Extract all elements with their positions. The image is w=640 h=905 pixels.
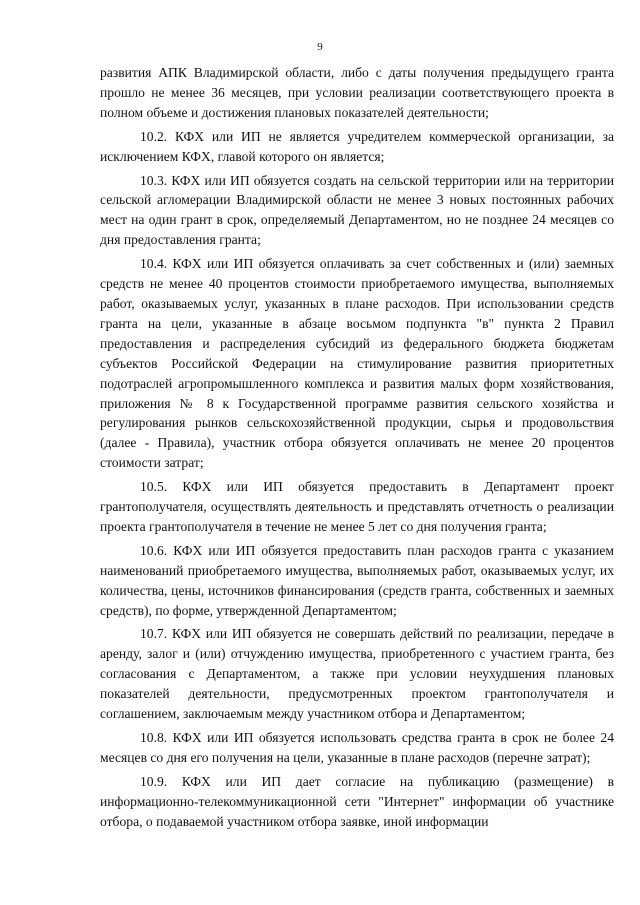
paragraph-10-2: 10.2. КФХ или ИП не является учредителем коммерческой организации, за исключением КФХ, главой которого он является; (100, 128, 614, 164)
document-body (100, 63, 614, 832)
paragraph-10-5: 10.5. КФХ или ИП обязуется предоставить в Департамент проект грантополучателя, осуществлять деятельность и представлять отчетность о реализации проекта грантополучателя в течение не менее 5 лет со дня получения гранта; (100, 479, 614, 534)
paragraph-10-8: 10.8. КФХ или ИП обязуется использовать средства гранта в срок не более 24 месяцев со дня его получения на цели, указанные в плане расходов (перечне затрат); (100, 730, 614, 765)
paragraph-10-6: 10.6. КФХ или ИП обязуется предоставить план расходов гранта с указанием наименований приобретаемого имущества, выполняемых работ, оказываемых услуг, их количества, цены, источников финансирования (средств гранта, собственных и заемных средств), по форме, утвержденной Департаментом; (100, 542, 614, 618)
paragraph-10-3: 10.3. КФХ или ИП обязуется создать на сельской территории или на территории сельской агломерации Владимирской области не менее 3 новых постоянных рабочих мест на один грант в срок, определяемый Департаментом, но не позднее 24 месяцев со дня предоставления гранта; (100, 172, 614, 248)
paragraph-10-9: 10.9. КФХ или ИП дает согласие на публикацию (размещение) в информационно-телекоммуникационной сети "Интернет" информации об участнике отбора, о подаваемой участником отбора заявке, иной информации (100, 773, 614, 829)
paragraph-10-7: 10.7. КФХ или ИП обязуется не совершать действий по реализации, передаче в аренду, залог и (или) отчуждению имущества, приобретенного с участием гранта, без согласования с Департаментом, а также при условии неухудшения плановых показателей деятельности, предусмотренных проектом грантополучателя и соглашением, заключаемым между участником отбора и Департаментом; (100, 626, 614, 722)
page-number: 9 (317, 41, 323, 53)
paragraph-continued: развития АПК Владимирской области, либо с даты получения предыдущего гранта прошло не менее 36 месяцев, при условии реализации соответствующего проекта в полном объеме и достижения плановых показателей деятельности; (100, 65, 614, 120)
paragraph-10-4: 10.4. КФХ или ИП обязуется оплачивать за счет собственных и (или) заемных средств не менее 40 процентов стоимости приобретаемого имущества, выполняемых работ, оказываемых услуг, указанных в плане расходов. При использовании средств гранта на цели, указанные в абзаце восьмом подпункта "в" пункта 2 Правил предоставления и распределения субсидий из федерального бюджета бюджетам субъектов Российской Федерации на стимулирование развития приоритетных подотраслей агропромышленного комплекса и развития малых форм хозяйствования, приложения № 8 к Государственной программе развития сельского хозяйства и регулирования рынков сельскохозяйственной продукции, сырья и продовольствия (далее - Правила), участник отбора обязуется оплачивать не менее 20 процентов стоимости затрат; (100, 256, 614, 471)
